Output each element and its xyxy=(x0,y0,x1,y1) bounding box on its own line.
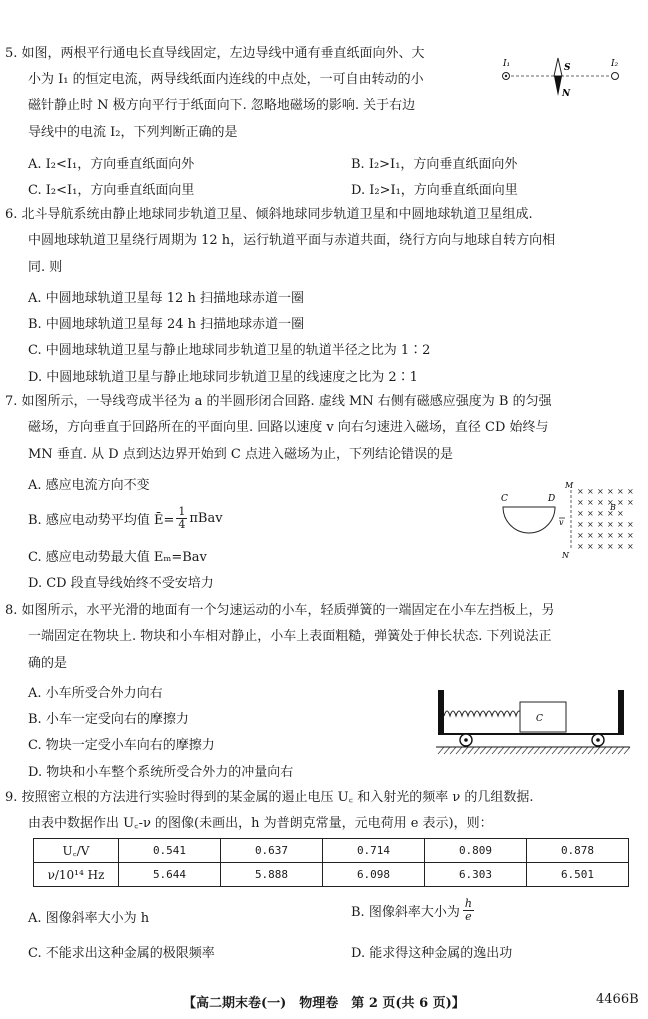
q7-option-d: D. CD 段直导线始终不受安培力 xyxy=(28,576,214,591)
field-cross-icon: × xyxy=(577,520,584,529)
field-cross-icon: × xyxy=(587,531,594,540)
q7-line-3: MN 垂直. 从 D 点到达边界开始到 C 点进入磁场为止，下列结论错误的是 xyxy=(28,447,453,462)
q6-option-b: B. 中圆地球轨道卫星每 24 h 扫描地球赤道一圈 xyxy=(28,317,305,332)
q8-line-3: 确的是 xyxy=(28,656,68,671)
field-cross-icon: × xyxy=(627,520,634,529)
table-cell: 0.541 xyxy=(119,839,221,863)
q6-option-d: D. 中圆地球轨道卫星与静止地球同步轨道卫星的线速度之比为 2∶1 xyxy=(28,370,418,385)
q7-line-2: 磁场，方向垂直于回路所在的平面向里. 回路以速度 v 向右匀速进入磁场，直径 CD 始终与 xyxy=(28,420,549,435)
page-footer: 【高二期末卷(一) 物理卷 第 2 页(共 6 页)】 xyxy=(183,996,465,1011)
hatch-line xyxy=(588,747,594,754)
hatch-line xyxy=(456,747,462,754)
field-cross-icon: × xyxy=(597,487,604,496)
hatch-line xyxy=(468,747,474,754)
hatch-line xyxy=(600,747,606,754)
q5-option-d: D. I₂>I₁，方向垂直纸面向里 xyxy=(351,183,518,198)
q9-option-d: D. 能求得这种金属的逸出功 xyxy=(351,946,513,961)
q9-row2-label: ν/10¹⁴ Hz xyxy=(34,863,119,887)
table-row xyxy=(34,863,629,887)
q7-magnetic-field-crosses xyxy=(577,487,634,551)
q7-label-v: v xyxy=(559,518,564,527)
q8-option-d: D. 物块和小车整个系统所受合外力的冲量向右 xyxy=(28,765,294,780)
q6-option-a: A. 中圆地球轨道卫星每 12 h 扫描地球赤道一圈 xyxy=(28,291,304,306)
hatch-line xyxy=(438,747,444,754)
q9-fraction-den: e xyxy=(465,910,472,923)
q6-line-2: 中圆地球轨道卫星绕行周期为 12 h，运行轨道平面与赤道共面，绕行方向与地球自转方向相 xyxy=(28,233,556,248)
q7-fraction-den: 4 xyxy=(178,518,186,531)
field-cross-icon: × xyxy=(587,487,594,496)
hatch-line xyxy=(510,747,516,754)
field-cross-icon: × xyxy=(597,542,604,551)
q7-option-a: A. 感应电流方向不变 xyxy=(28,478,150,493)
hatch-line xyxy=(450,747,456,754)
q6-line-1: 6. 北斗导航系统由静止地球同步轨道卫星、倾斜地球同步轨道卫星和中圆地球轨道卫星组成. xyxy=(5,207,533,222)
q8-right-wall xyxy=(618,690,624,735)
hatch-line xyxy=(534,747,540,754)
field-cross-icon: × xyxy=(607,531,614,540)
table-cell: 5.888 xyxy=(221,863,323,887)
q8-label-c: C xyxy=(536,714,543,724)
q9-option-b xyxy=(351,898,474,923)
q7-figure-semicircle-field xyxy=(497,480,637,560)
q5-label-i2: I₂ xyxy=(611,59,619,69)
q7-label-d: D xyxy=(548,494,556,504)
q5-right-wire-icon xyxy=(612,73,619,80)
field-cross-icon: × xyxy=(577,498,584,507)
hatch-line xyxy=(474,747,480,754)
q7-label-c: C xyxy=(501,494,508,504)
q8-left-wall xyxy=(438,690,444,735)
hatch-line xyxy=(546,747,552,754)
hatch-line xyxy=(624,747,630,754)
hatch-line xyxy=(498,747,504,754)
field-cross-icon: × xyxy=(607,509,614,518)
field-cross-icon: × xyxy=(577,542,584,551)
hatch-line xyxy=(444,747,450,754)
field-cross-icon: × xyxy=(607,520,614,529)
field-cross-icon: × xyxy=(627,531,634,540)
table-cell: 0.878 xyxy=(527,839,629,863)
q7-line-1: 7. 如图所示，一导线弯成半径为 a 的半圆形闭合回路. 虚线 MN 右侧有磁感应强度为 B 的匀强 xyxy=(5,394,552,409)
q5-figure-magnet-wires xyxy=(498,50,628,105)
field-cross-icon: × xyxy=(587,498,594,507)
q7-label-b: B xyxy=(610,503,616,512)
q8-block xyxy=(520,702,566,732)
q5-line-1: 5. 如图，两根平行通电长直导线固定，左边导线中通有垂直纸面向外、大 xyxy=(5,46,425,61)
field-cross-icon: × xyxy=(617,487,624,496)
q6-line-3: 同. 则 xyxy=(28,260,63,275)
hatch-line xyxy=(528,747,534,754)
q5-label-n: N xyxy=(562,89,571,99)
paper-code: 4466B xyxy=(596,992,639,1007)
hatch-line xyxy=(492,747,498,754)
hatch-line xyxy=(540,747,546,754)
field-cross-icon: × xyxy=(587,520,594,529)
field-cross-icon: × xyxy=(617,498,624,507)
q9-option-b-prefix: B. 图像斜率大小为 xyxy=(351,905,460,920)
table-cell: 6.098 xyxy=(323,863,425,887)
field-cross-icon: × xyxy=(617,542,624,551)
q9-option-a: A. 图像斜率大小为 h xyxy=(28,911,150,926)
field-cross-icon: × xyxy=(597,531,604,540)
hatch-line xyxy=(570,747,576,754)
field-cross-icon: × xyxy=(627,498,634,507)
q5-label-s: S xyxy=(564,63,571,73)
field-cross-icon: × xyxy=(577,487,584,496)
field-cross-icon: × xyxy=(597,509,604,518)
q7-fraction-num: 1 xyxy=(178,505,186,518)
hatch-line xyxy=(462,747,468,754)
q6-option-c: C. 中圆地球轨道卫星与静止地球同步轨道卫星的轨道半径之比为 1∶2 xyxy=(28,343,431,358)
hatch-line xyxy=(594,747,600,754)
hatch-line xyxy=(558,747,564,754)
q8-option-b: B. 小车一定受向右的摩擦力 xyxy=(28,712,189,727)
q9-fraction-num: h xyxy=(464,897,472,910)
q5-label-i1: I₁ xyxy=(503,59,511,69)
hatch-line xyxy=(522,747,528,754)
field-cross-icon: × xyxy=(607,498,614,507)
q9-fraction xyxy=(463,898,474,923)
field-cross-icon: × xyxy=(627,542,634,551)
q5-option-b: B. I₂>I₁，方向垂直纸面向外 xyxy=(351,157,518,172)
q5-magnet-needle-icon xyxy=(554,76,562,96)
q7-option-b-suffix: πBav xyxy=(189,511,223,526)
hatch-line xyxy=(576,747,582,754)
q5-line-3: 磁针静止时 N 极方向平行于纸面向下. 忽略地磁场的影响. 关于右边 xyxy=(28,98,416,113)
q7-option-b xyxy=(28,506,223,531)
table-cell: 6.303 xyxy=(425,863,527,887)
q5-magnet-north-up-icon xyxy=(554,58,562,76)
field-cross-icon: × xyxy=(617,531,624,540)
q8-ground-hatch xyxy=(438,747,630,754)
q5-option-a: A. I₂<I₁，方向垂直纸面向外 xyxy=(28,157,195,172)
hatch-line xyxy=(516,747,522,754)
hatch-line xyxy=(552,747,558,754)
hatch-line xyxy=(564,747,570,754)
field-cross-icon: × xyxy=(627,487,634,496)
table-cell: 0.809 xyxy=(425,839,527,863)
table-cell: 0.714 xyxy=(323,839,425,863)
table-cell: 5.644 xyxy=(119,863,221,887)
hatch-line xyxy=(606,747,612,754)
q8-option-a: A. 小车所受合外力向右 xyxy=(28,686,163,701)
hatch-line xyxy=(480,747,486,754)
table-cell: 0.637 xyxy=(221,839,323,863)
hatch-line xyxy=(504,747,510,754)
q9-data-table xyxy=(33,838,629,887)
hatch-line xyxy=(486,747,492,754)
q9-row1-label: U꜀/V xyxy=(34,839,119,863)
q9-line-1: 9. 按照密立根的方法进行实验时得到的某金属的遏止电压 U꜀ 和入射光的频率 ν 的几组数据. xyxy=(5,790,534,805)
field-cross-icon: × xyxy=(577,531,584,540)
q7-option-b-prefix: B. 感应电动势平均值 Ē= xyxy=(28,513,175,528)
hatch-line xyxy=(612,747,618,754)
q8-line-1: 8. 如图所示，水平光滑的地面有一个匀速运动的小车，轻质弹簧的一端固定在小车左挡板上，另 xyxy=(5,603,555,618)
q8-line-2: 一端固定在物块上. 物块和小车相对静止，小车上表面粗糙，弹簧处于伸长状态. 下列说法正 xyxy=(28,629,552,644)
q7-label-n: N xyxy=(562,551,569,560)
field-cross-icon: × xyxy=(617,520,624,529)
q5-line-2: 小为 I₁ 的恒定电流，两导线纸面内连线的中点处，一可自由转动的小 xyxy=(28,72,424,87)
q7-option-c: C. 感应电动势最大值 Eₘ=Bav xyxy=(28,550,207,565)
q7-label-m: M xyxy=(565,481,574,490)
field-cross-icon: × xyxy=(607,487,614,496)
q7-semicircle-loop xyxy=(503,507,555,533)
hatch-line xyxy=(618,747,624,754)
q9-line-2: 由表中数据作出 U꜀-ν 的图像(未画出，h 为普朗克常量，元电荷用 e 表示)，则： xyxy=(28,816,493,831)
q8-spring-icon xyxy=(444,711,522,716)
table-row xyxy=(34,839,629,863)
field-cross-icon: × xyxy=(597,498,604,507)
field-cross-icon: × xyxy=(607,542,614,551)
field-cross-icon: × xyxy=(577,509,584,518)
table-cell: 6.501 xyxy=(527,863,629,887)
field-cross-icon: × xyxy=(597,520,604,529)
q9-option-c: C. 不能求出这种金属的极限频率 xyxy=(28,946,215,961)
field-cross-icon: × xyxy=(617,509,624,518)
field-cross-icon: × xyxy=(587,509,594,518)
q8-option-c: C. 物块一定受小车向右的摩擦力 xyxy=(28,738,215,753)
field-cross-icon: × xyxy=(587,542,594,551)
q5-line-4: 导线中的电流 I₂，下列判断正确的是 xyxy=(28,125,238,140)
q7-fraction xyxy=(176,506,187,531)
q8-figure-cart-spring xyxy=(436,688,632,760)
q5-option-c: C. I₂<I₁，方向垂直纸面向里 xyxy=(28,183,195,198)
hatch-line xyxy=(582,747,588,754)
